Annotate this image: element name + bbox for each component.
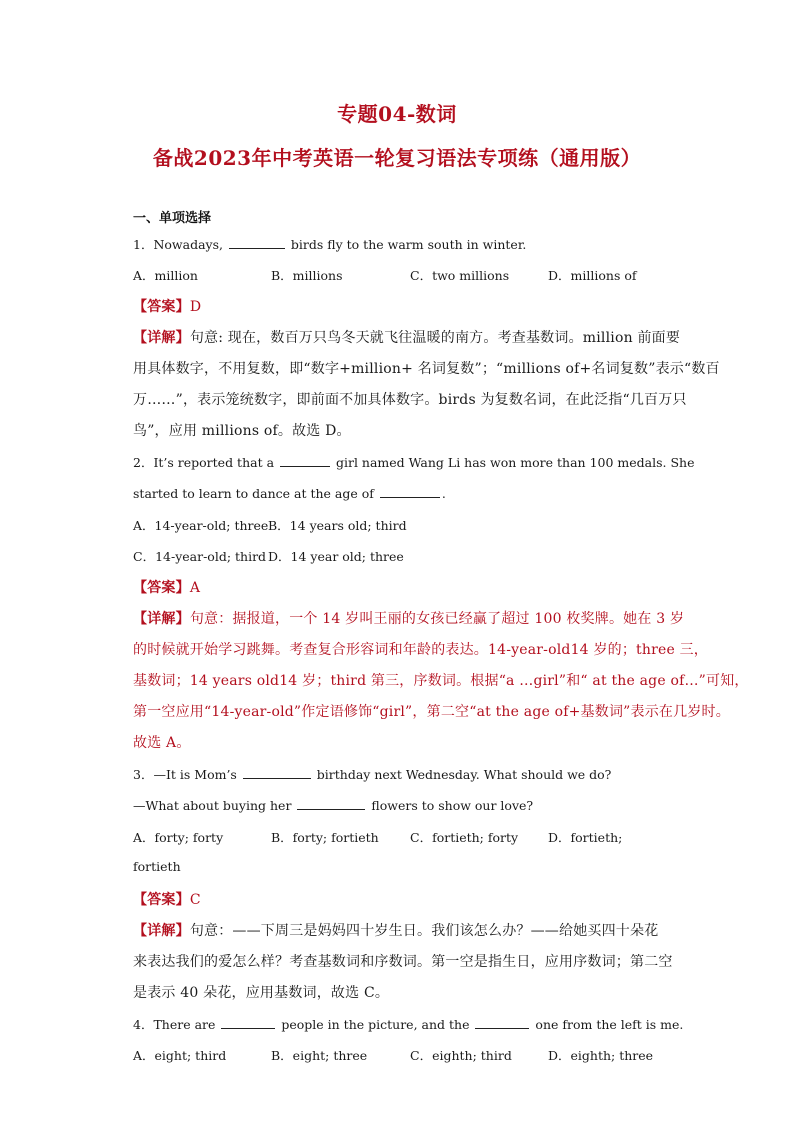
q1-explanation-2: 用具体数字，不用复数，即“数字+million+ 名词复数”；“millions of+名词复数”表示“数百: [133, 361, 720, 377]
q2-explanation-4: 第一空应用“14-year-old”作定语修饰“girl”，第二空“at the age of+基数词”表示在几岁时。: [133, 704, 730, 720]
page-title: 专题04-数词: [337, 102, 457, 126]
q4-option-c: C．eighth; third: [410, 1048, 512, 1063]
page-subtitle: 备战2023年中考英语一轮复习语法专项练（通用版）: [152, 146, 642, 170]
question-2-stem-2: started to learn to dance at the age of .: [133, 486, 446, 501]
q2-answer: 【答案】A: [133, 580, 201, 596]
q3-explanation-1: 【详解】句意：——下周三是妈妈四十岁生日。我们该怎么办？——给她买四十朵花: [133, 923, 659, 939]
q4-option-d: D．eighth; three: [548, 1048, 654, 1063]
q2-option-d: D．14 year old; three: [268, 549, 404, 564]
question-4-stem: 4．There are people in the picture, and the one from the left is me.: [133, 1017, 684, 1032]
answer-blank: [221, 1016, 275, 1029]
q1-answer: 【答案】D: [133, 299, 202, 315]
q3-explanation-3: 是表示 40 朵花，应用基数词，故选 C。: [133, 985, 390, 1001]
q2-option-b: B．14 years old; third: [268, 518, 407, 533]
q3-option-c: C．fortieth; forty: [410, 830, 519, 845]
q3-option-b: B．forty; fortieth: [271, 830, 379, 845]
q4-option-a: A．eight; third: [133, 1048, 227, 1063]
question-3-stem-2: —What about buying her flowers to show our love?: [133, 798, 534, 813]
question-3-stem-1: 3．—It is Mom’s birthday next Wednesday. What should we do?: [133, 767, 612, 782]
q2-explanation-2: 的时候就开始学习跳舞。考查复合形容词和年龄的表达。14-year-old14 岁的；three 三，: [133, 642, 708, 658]
q1-explanation-1: 【详解】句意: 现在，数百万只鸟冬天就飞往温暖的南方。考查基数词。million 前面要: [133, 330, 681, 346]
q2-option-a: A．14-year-old; three: [133, 518, 269, 533]
answer-blank: [475, 1016, 529, 1029]
q4-option-b: B．eight; three: [271, 1048, 368, 1063]
answer-blank: [229, 236, 285, 249]
answer-blank: [243, 766, 311, 779]
q2-explanation-3: 基数词；14 years old14 岁；third 第三，序数词。根据“a …girl”和“ at the age of…”可知，: [133, 673, 749, 689]
answer-blank: [297, 797, 365, 810]
question-2-stem-1: 2．It’s reported that a girl named Wang Li has won more than 100 medals. She: [133, 455, 695, 470]
q3-explanation-2: 来表达我们的爱怎么样？考查基数词和序数词。第一空是指生日，应用序数词；第二空: [133, 954, 673, 970]
q2-explanation-5: 故选 A。: [133, 735, 191, 751]
answer-blank: [280, 454, 330, 467]
q2-explanation-1: 【详解】句意：据报道，一个 14 岁叫王丽的女孩已经赢了超过 100 枚奖牌。她在 3 岁: [133, 611, 685, 627]
q3-option-a: A．forty; forty: [133, 830, 224, 845]
q3-answer: 【答案】C: [133, 892, 201, 908]
q2-option-c: C．14-year-old; third: [133, 549, 267, 564]
q3-option-d: D．fortieth;: [548, 830, 623, 845]
question-1-stem: 1．Nowadays, birds fly to the warm south in winter.: [133, 237, 527, 252]
q1-explanation-3: 万……”，表示笼统数字，即前面不加具体数字。birds 为复数名词，在此泛指“几百万只: [133, 392, 687, 408]
section-heading: 一、单项选择: [133, 211, 212, 226]
q1-option-c: C．two millions: [410, 268, 510, 283]
q3-option-d-wrap: fortieth: [133, 859, 181, 874]
answer-blank: [380, 485, 440, 498]
q1-explanation-4: 鸟”，应用 millions of。故选 D。: [133, 423, 351, 439]
q1-option-b: B．millions: [271, 268, 343, 283]
q1-option-d: D．millions of: [548, 268, 637, 283]
q1-option-a: A．million: [133, 268, 198, 283]
